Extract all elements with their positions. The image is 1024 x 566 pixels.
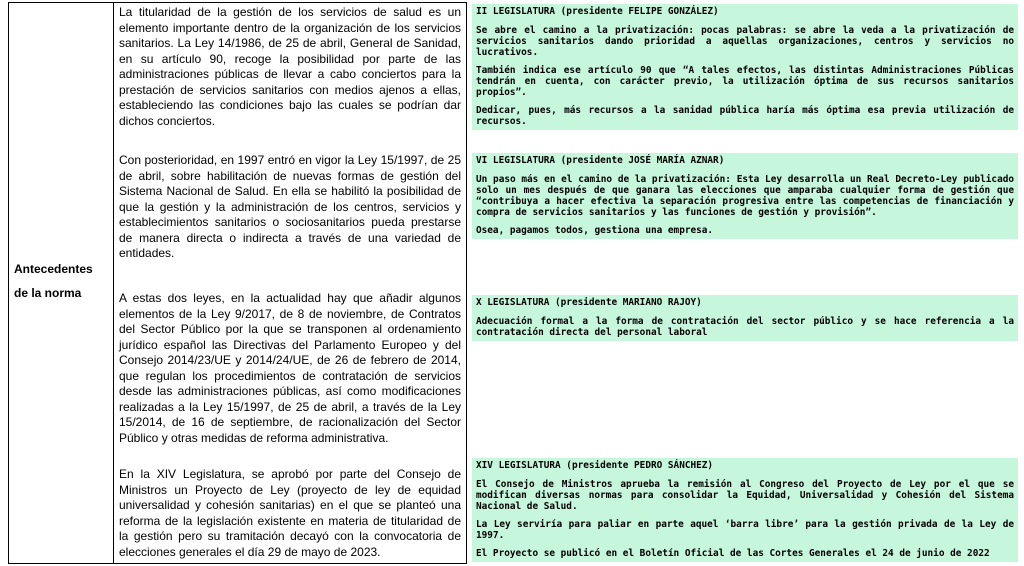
table-top-border <box>8 2 466 3</box>
table-bottom-border <box>8 563 466 564</box>
note-paragraph: Un paso más en el camino de la privatización: Esta Ley desarrolla un Real Decreto-Ley publicado solo un mes después de que ganara las elecciones que amparaba cualquier forma de gestión que “contribuya a hacer efectiva la separación progresiva entre las competencias de financiación y compra de servicios sanitarios y las funciones de gestión y provisión”. <box>476 174 1014 218</box>
paragraph-ley-1986: La titularidad de la gestión de los servicios de salud es un elemento importante dentro de la organización de los servicios sanitarios. La Ley 14/1986, de 25 de abril, General de Sanidad, en su artículo 90, recoge la posibilidad por parte de las administraciones públicas de llevar a cabo conciertos para la prestación de servicios sanitarios con medios ajenos a ellas, estableciendo las condiciones bajo las cuales se podrían dar dichos conciertos. <box>119 5 461 128</box>
note-paragraph: También indica ese artículo 90 que “A tales efectos, las distintas Administraciones Públicas tendrán en cuenta, con carácter previo, la utilización óptima de sus recursos sanitarios propios”. <box>476 65 1014 98</box>
note-paragraph: El Consejo de Ministros aprueba la remisión al Congreso del Proyecto de Ley por el que se modifican diversas normas para consolidar la Equidad, Universalidad y Cohesión del Sistema Nacional de Salud. <box>476 479 1014 512</box>
note-heading: II LEGISLATURA (presidente FELIPE GONZÁLEZ) <box>476 6 719 17</box>
row-label-line1: Antecedentes <box>14 262 93 276</box>
note-ii-legislatura <box>472 4 1018 130</box>
note-heading: X LEGISLATURA (presidente MARIANO RAJOY) <box>476 297 702 308</box>
table-right-border <box>466 2 467 564</box>
note-heading: XIV LEGISLATURA (presidente PEDRO SÁNCHEZ) <box>476 460 714 471</box>
note-paragraph: Dedicar, pues, más recursos a la sanidad pública haría más óptima esa previa utilización de recursos. <box>476 105 1014 127</box>
paragraph-xiv-legislatura: En la XIV Legislatura, se aprobó por parte del Consejo de Ministros un Proyecto de Ley (proyecto de ley de equidad universalidad y cohesión sanitarias) en el que se planteó una reforma de la legislación existente en materia de titularidad de la gestión pero su tramitación decayó con la convocatoria de elecciones generales el día 29 de mayo de 2023. <box>119 467 461 559</box>
note-paragraph: Se abre el camino a la privatización: pocas palabras: se abre la veda a la privatización de servicios sanitarios dando prioridad a aquellas organizaciones, centros y servicios no lucrativos. <box>476 25 1014 58</box>
paragraph-ley-2017: A estas dos leyes, en la actualidad hay que añadir algunos elementos de la Ley 9/2017, de 8 de noviembre, de Contratos del Sector Público por la que se transponen al ordenamiento jurídico español las Directivas del Parlamento Europeo y del Consejo 2014/23/UE y 2014/24/UE, de 26 de febrero de 2014, que regulan los procedimientos de contratación de servicios desde las administraciones públicas, así como modificaciones realizadas a la Ley 15/1997, de 25 de abril, a través de la Ley 15/2014, de 16 de septiembre, de racionalización del Sector Público y otras medidas de reforma administrativa. <box>119 291 461 445</box>
table-left-border <box>8 2 9 564</box>
note-paragraph: La Ley serviría para paliar en parte aquel ‘barra libre’ para la gestión privada de la Ley de 1997. <box>476 519 1014 541</box>
note-heading: VI LEGISLATURA (presidente JOSÉ MARÍA AZNAR) <box>476 155 725 166</box>
note-paragraph: Adecuación formal a la forma de contratación del sector público y se hace referencia a la contratación directa del personal laboral <box>476 316 1014 338</box>
note-x-legislatura <box>472 295 1018 341</box>
paragraph-ley-1997: Con posterioridad, en 1997 entró en vigor la Ley 15/1997, de 25 de abril, sobre habilitación de nuevas formas de gestión del Sistema Nacional de Salud. En ella se habilitó la posibilidad de que la gestión y la administración de los centros, servicios y establecimientos sanitarios o sociosanitarios pueda prestarse de manera directa o indirecta a través de una variedad de entidades. <box>119 153 461 260</box>
note-xiv-legislatura <box>472 458 1018 562</box>
note-paragraph: El Proyecto se publicó en el Boletín Oficial de las Cortes Generales el 24 de junio de 2022 <box>476 548 990 559</box>
column-divider <box>113 2 114 564</box>
row-label-line2: de la norma <box>14 286 82 300</box>
note-vi-legislatura <box>472 153 1018 239</box>
note-paragraph: Osea, pagamos todos, gestiona una empresa. <box>476 225 714 236</box>
